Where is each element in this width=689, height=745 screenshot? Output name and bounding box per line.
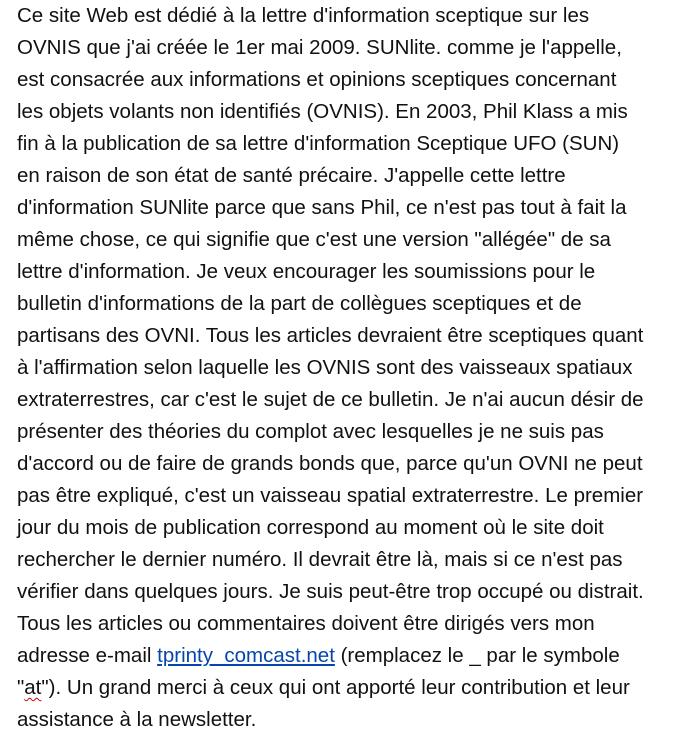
paragraph-line <box>17 676 630 700</box>
paragraph-line: même chose, ce qui signifie que c'est une version "allégée" de sa <box>17 228 611 251</box>
paragraph-line-email <box>17 644 620 668</box>
paragraph-line: en raison de son état de santé précaire. J'appelle cette lettre <box>17 164 566 187</box>
paragraph-line: à l'affirmation selon laquelle les OVNIS sont des vaisseaux spatiaux <box>17 356 633 379</box>
paragraph-line: assistance à la newsletter. <box>17 708 257 731</box>
spellcheck-flagged-word[interactable]: at <box>24 676 42 699</box>
email-link[interactable]: tprinty_comcast.net <box>157 644 335 667</box>
paragraph-line: jour du mois de publication correspond au moment où le site doit <box>17 516 604 539</box>
thanks-text: "). Un grand merci à ceux qui ont apporté leur contribution et leur <box>41 676 630 699</box>
paragraph-line: vérifier dans quelques jours. Je suis peut-être trop occupé ou distrait. <box>17 580 644 603</box>
email-instruction-text: (remplacez le _ par le symbole <box>334 644 620 667</box>
paragraph-line: rechercher le dernier numéro. Il devrait être là, mais si ce n'est pas <box>17 548 623 571</box>
paragraph-line: d'information SUNlite parce que sans Phil, ce n'est pas tout à fait la <box>17 196 627 219</box>
paragraph-line: fin à la publication de sa lettre d'information Sceptique UFO (SUN) <box>17 132 620 155</box>
email-prefix-text: adresse e-mail <box>17 644 158 667</box>
paragraph-line: est consacrée aux informations et opinions sceptiques concernant <box>17 68 617 91</box>
paragraph-line: présenter des théories du complot avec lesquelles je ne suis pas <box>17 420 604 443</box>
paragraph-line: OVNIS que j'ai créée le 1er mai 2009. SUNlite. comme je l'appelle, <box>17 36 622 59</box>
paragraph-line: partisans des OVNI. Tous les articles devraient être sceptiques quant <box>17 324 644 347</box>
paragraph-line: d'accord ou de faire de grands bonds que, parce qu'un OVNI ne peut <box>17 452 643 475</box>
paragraph-line: bulletin d'informations de la part de collègues sceptiques et de <box>17 292 582 315</box>
paragraph-line: Tous les articles ou commentaires doivent être dirigés vers mon <box>17 612 595 635</box>
paragraph-line: extraterrestres, car c'est le sujet de ce bulletin. Je n'ai aucun désir de <box>17 388 644 411</box>
paragraph-line: les objets volants non identifiés (OVNIS). En 2003, Phil Klass a mis <box>17 100 628 123</box>
paragraph-line: lettre d'information. Je veux encourager les soumissions pour le <box>17 260 596 283</box>
paragraph-line: Ce site Web est dédié à la lettre d'information sceptique sur les <box>17 4 590 27</box>
open-quote-text: " <box>17 676 25 699</box>
paragraph-line: pas être expliqué, c'est un vaisseau spatial extraterrestre. Le premier <box>17 484 644 507</box>
